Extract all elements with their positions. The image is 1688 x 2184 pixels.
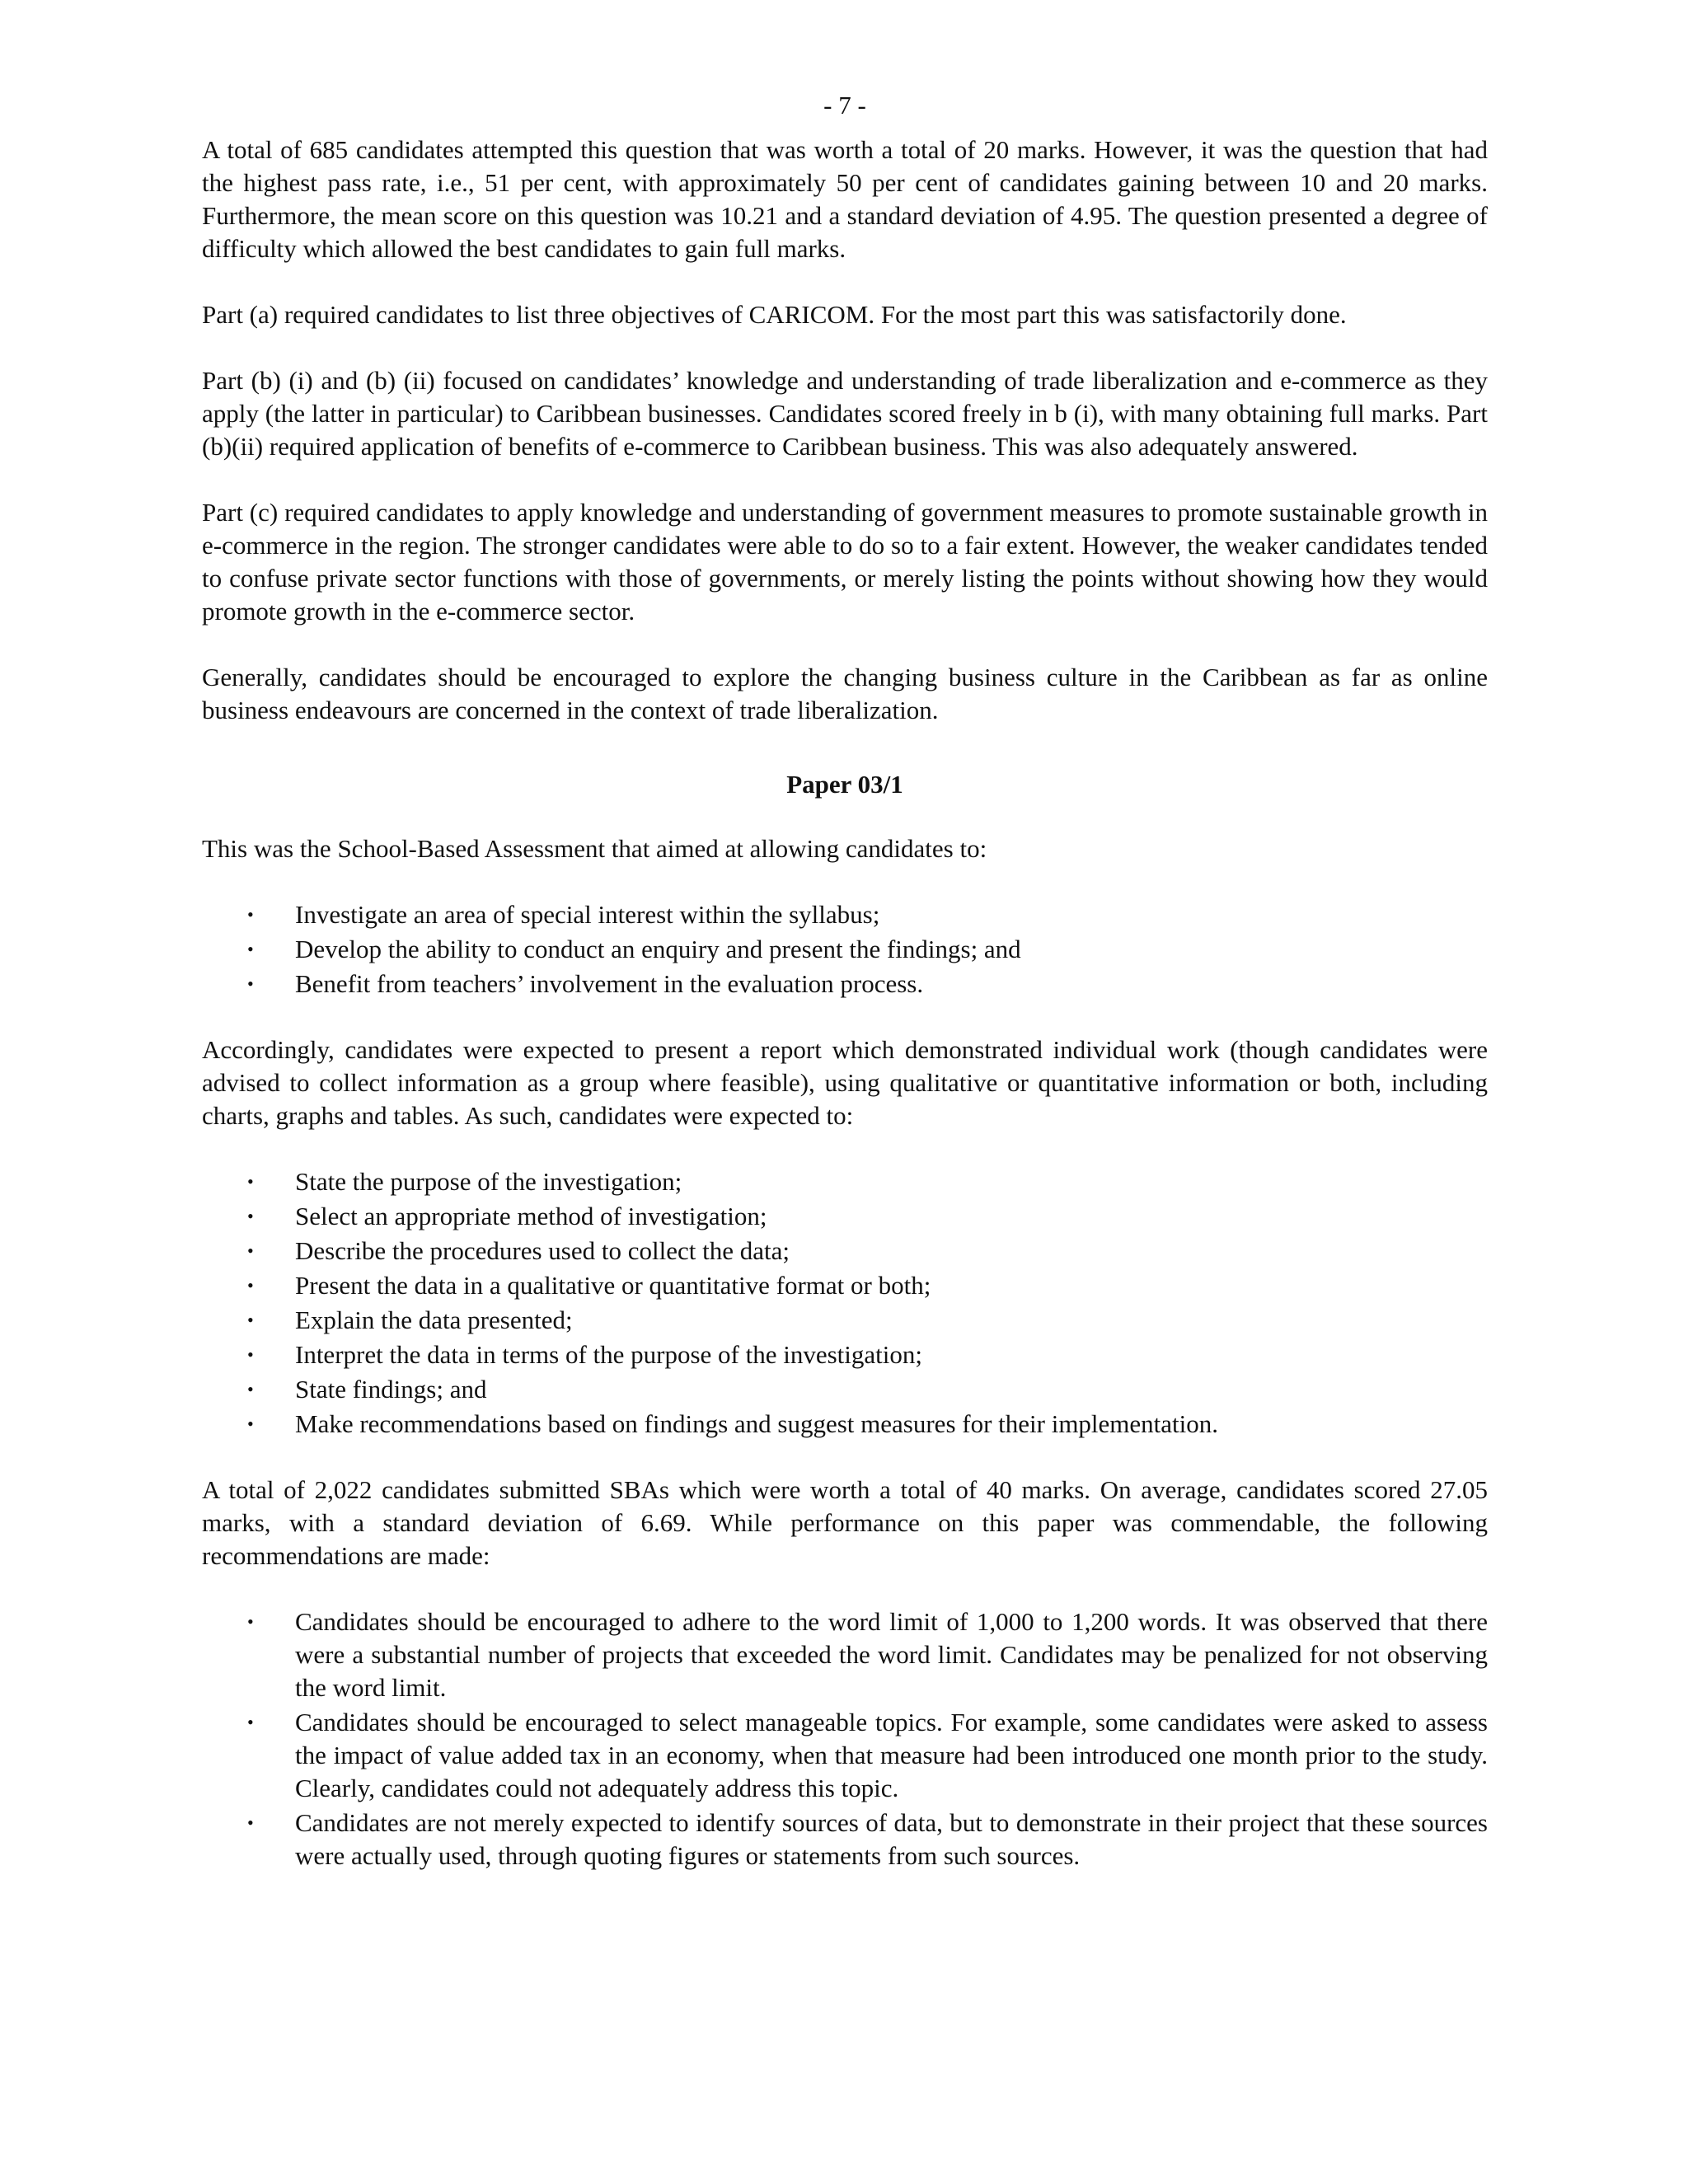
paragraph-question-stats: A total of 685 candidates attempted this question that was worth a total of 20 marks. However, it was the question that had the highest pass rate, i.e., 51 per cent, with approximately 50 per cent of candidates gaining between 10 and 20 marks. Furthermore, the mean score on this question was 10.21 and a standard deviation of 4.95. The question presented a degree of difficulty which allowed the best candidates to gain full marks. <box>202 135 1488 263</box>
page-number: - 7 - <box>823 91 866 120</box>
paragraph-part-a: Part (a) required candidates to list three objectives of CARICOM. For the most part this was satisfactorily done. <box>202 300 1347 329</box>
list-item: • Describe the procedures used to collect the data; <box>202 1235 1488 1268</box>
list-item: • State the purpose of the investigation; <box>202 1165 1488 1198</box>
aims-list <box>202 898 1488 1001</box>
list-item: • Interpret the data in terms of the purpose of the investigation; <box>202 1338 1488 1371</box>
list-item: • Select an appropriate method of investigation; <box>202 1200 1488 1233</box>
paragraph-sba-summary: A total of 2,022 candidates submitted SBAs which were worth a total of 40 marks. On average, candidates scored 27.05 marks, with a standard deviation of 6.69. While performance on this paper was commendable, the following recommendations are made: <box>202 1475 1488 1570</box>
paragraph-general: Generally, candidates should be encouraged to explore the changing business culture in the Caribbean as far as online business endeavours are concerned in the context of trade liberalization. <box>202 663 1488 724</box>
paragraph-part-b: Part (b) (i) and (b) (ii) focused on candidates’ knowledge and understanding of trade liberalization and e-commerce as they apply (the latter in particular) to Caribbean businesses. Candidates scored freely in b (i), with many obtaining full marks. Part (b)(ii) required application of benefits of e-commerce to Caribbean business. This was also adequately answered. <box>202 366 1488 461</box>
document-page <box>202 89 1488 1905</box>
recommendations-list <box>202 1605 1488 1872</box>
paragraph-part-c: Part (c) required candidates to apply knowledge and understanding of government measures to promote sustainable growth in e-commerce in the region. The stronger candidates were able to do so to a fair extent. However, the weaker candidates tended to confuse private sector functions with those of governments, or merely listing the points without showing how they would promote growth in the e-commerce sector. <box>202 498 1488 626</box>
list-item: • State findings; and <box>202 1373 1488 1406</box>
section-heading-paper: Paper 03/1 <box>786 770 903 799</box>
paragraph-sba-intro: This was the School-Based Assessment that aimed at allowing candidates to: <box>202 834 987 863</box>
list-item: • Make recommendations based on findings and suggest measures for their implementation. <box>202 1408 1488 1441</box>
list-item: • Candidates should be encouraged to adhere to the word limit of 1,000 to 1,200 words. It was observed that there were a substantial number of projects that exceeded the word limit. Candidates may be penalized for not observing the word limit. <box>202 1605 1488 1704</box>
expectations-list <box>202 1165 1488 1441</box>
list-item: • Develop the ability to conduct an enquiry and present the findings; and <box>202 933 1488 966</box>
list-item: • Benefit from teachers’ involvement in the evaluation process. <box>202 968 1488 1001</box>
list-item: • Investigate an area of special interest within the syllabus; <box>202 898 1488 931</box>
list-item: • Explain the data presented; <box>202 1304 1488 1337</box>
paragraph-expectations-intro: Accordingly, candidates were expected to present a report which demonstrated individual work (though candidates were advised to collect information as a group where feasible), using qualitative or quantitative information or both, including charts, graphs and tables. As such, candidates were expected to: <box>202 1035 1488 1130</box>
list-item: • Candidates should be encouraged to select manageable topics. For example, some candidates were asked to assess the impact of value added tax in an economy, when that measure had been introduced one month prior to the study. Clearly, candidates could not adequately address this topic. <box>202 1706 1488 1805</box>
list-item: • Present the data in a qualitative or quantitative format or both; <box>202 1269 1488 1302</box>
list-item: • Candidates are not merely expected to identify sources of data, but to demonstrate in their project that these sources were actually used, through quoting figures or statements from such sources. <box>202 1807 1488 1872</box>
